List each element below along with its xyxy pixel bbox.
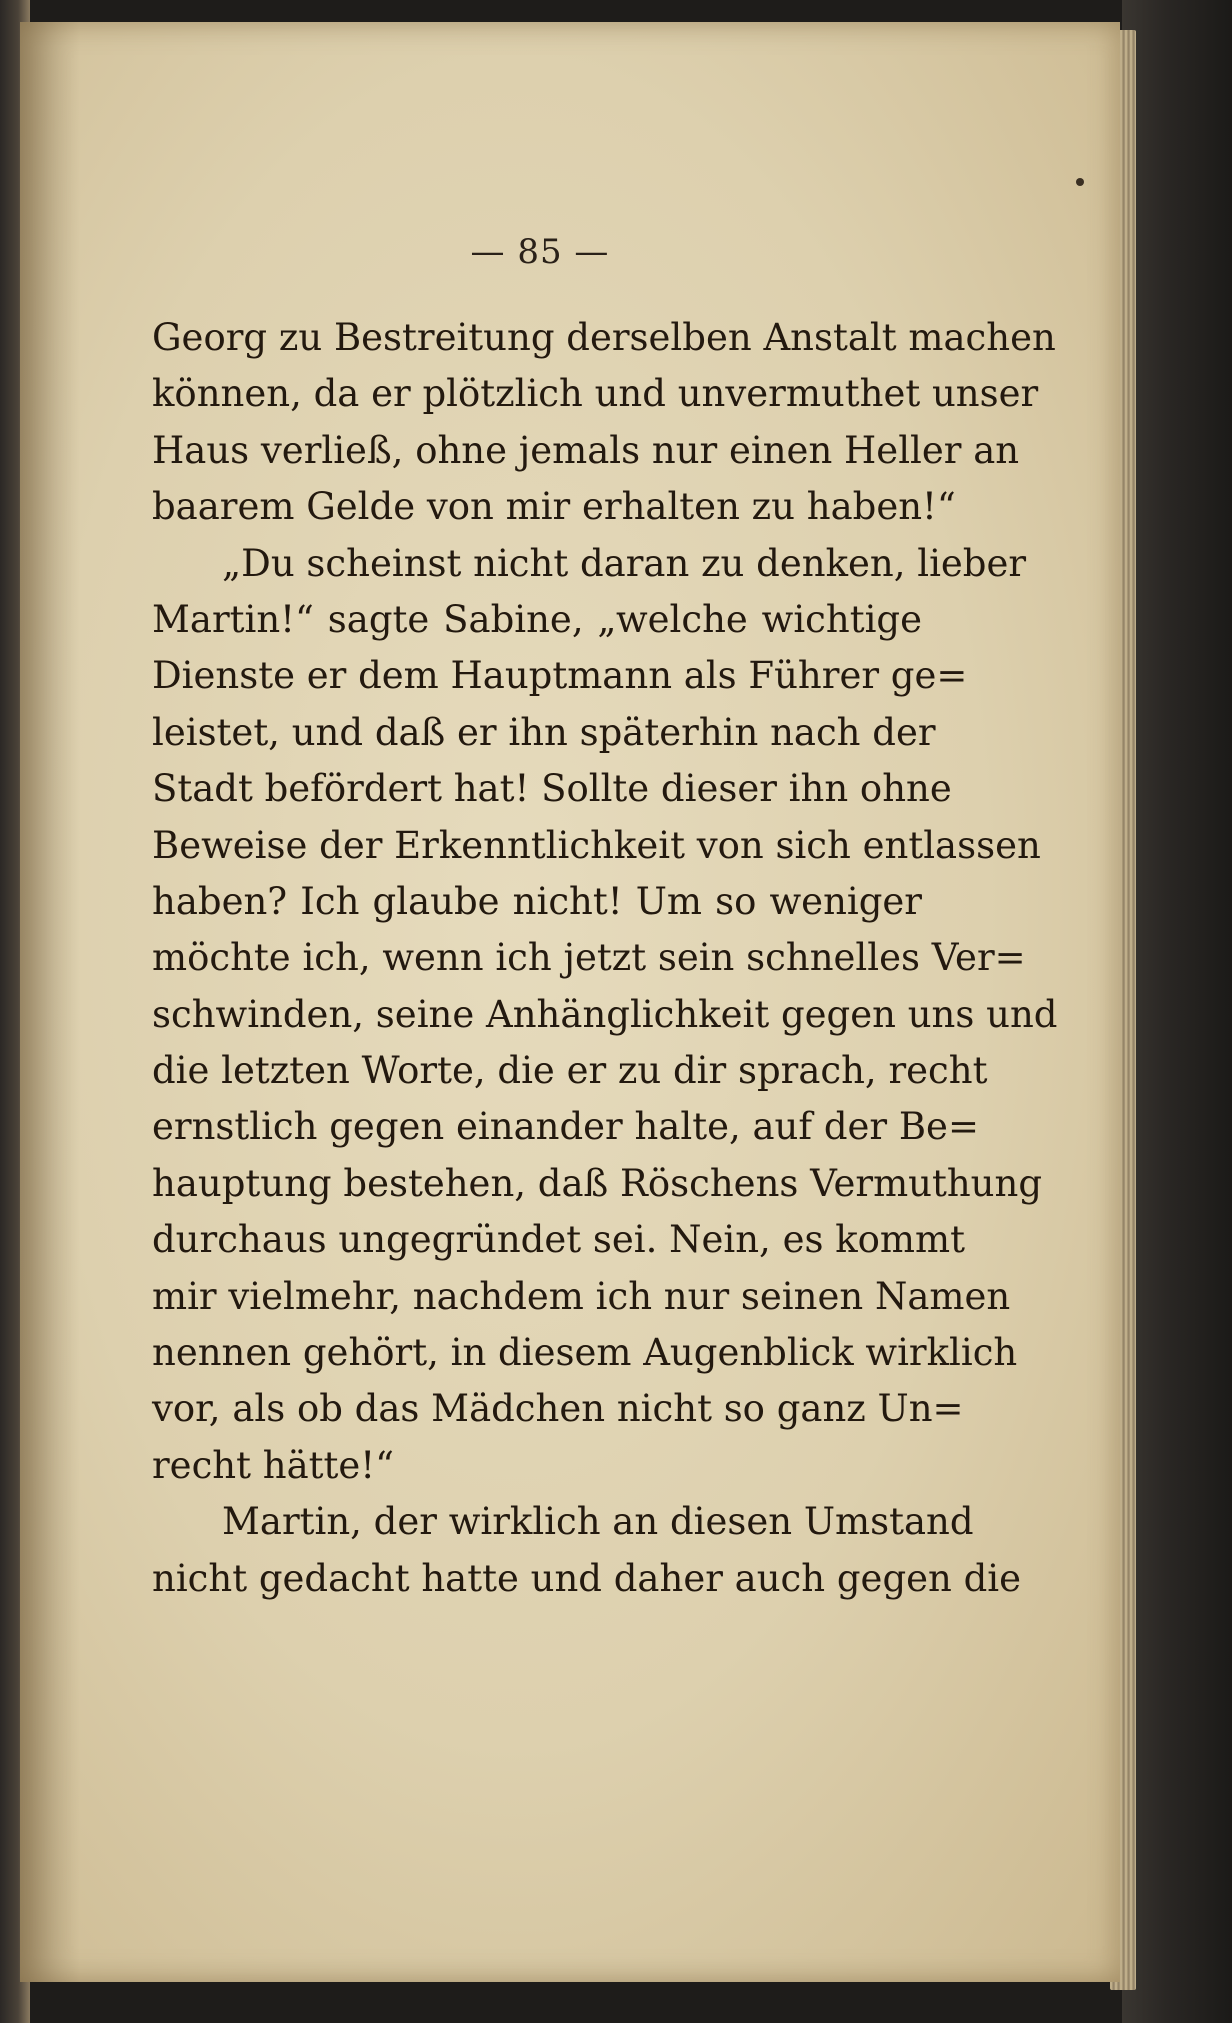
text-line: vor, als ob das Mädchen nicht so ganz Un= (152, 1387, 964, 1431)
text-line: schwinden, seine Anhänglichkeit gegen uns und (152, 992, 1058, 1036)
text-line: Stadt befördert hat! Sollte dieser ihn ohne (152, 767, 952, 811)
text-line: ernstlich gegen einander halte, auf der Be= (152, 1105, 979, 1149)
text-line: recht hätte!“ (152, 1443, 395, 1487)
text-line: Beweise der Erkenntlichkeit von sich entlassen (152, 823, 1041, 867)
text-line: nennen gehört, in diesem Augenblick wirklich (152, 1331, 1018, 1375)
ink-speck (1076, 178, 1084, 186)
text-line: durchaus ungegründet sei. Nein, es kommt (152, 1218, 965, 1262)
text-line: baarem Gelde von mir erhalten zu haben!“ (152, 485, 956, 529)
book-cover-edge (1122, 0, 1232, 2023)
text-line: Dienste er dem Hauptmann als Führer ge= (152, 654, 968, 698)
text-line: mir vielmehr, nachdem ich nur seinen Namen (152, 1274, 1011, 1318)
body-text (152, 310, 1058, 1607)
text-line: die letzten Worte, die er zu dir sprach, recht (152, 1049, 988, 1093)
text-line: hauptung bestehen, daß Röschens Vermuthung (152, 1161, 1043, 1205)
text-line: Georg zu Bestreitung derselben Anstalt machen (152, 316, 1056, 359)
text-line: möchte ich, wenn ich jetzt sein schnelles Ver= (152, 936, 1026, 980)
text-line: „Du scheinst nicht daran zu denken, lieber (222, 541, 1027, 585)
text-line: Martin, der wirklich an diesen Umstand (222, 1500, 974, 1544)
text-line: Haus verließ, ohne jemals nur einen Heller an (152, 428, 1020, 472)
text-line: haben? Ich glaube nicht! Um so weniger (152, 879, 922, 923)
text-line: können, da er plötzlich und unvermuthet unser (152, 372, 1039, 416)
page-number-header: — 85 — (470, 232, 610, 272)
text-line: leistet, und daß er ihn späterhin nach der (152, 710, 936, 754)
gutter-shadow (20, 22, 80, 1982)
text-line: nicht gedacht hatte und daher auch gegen die (152, 1556, 1022, 1600)
text-line: Martin!“ sagte Sabine, „welche wichtige (152, 597, 922, 641)
